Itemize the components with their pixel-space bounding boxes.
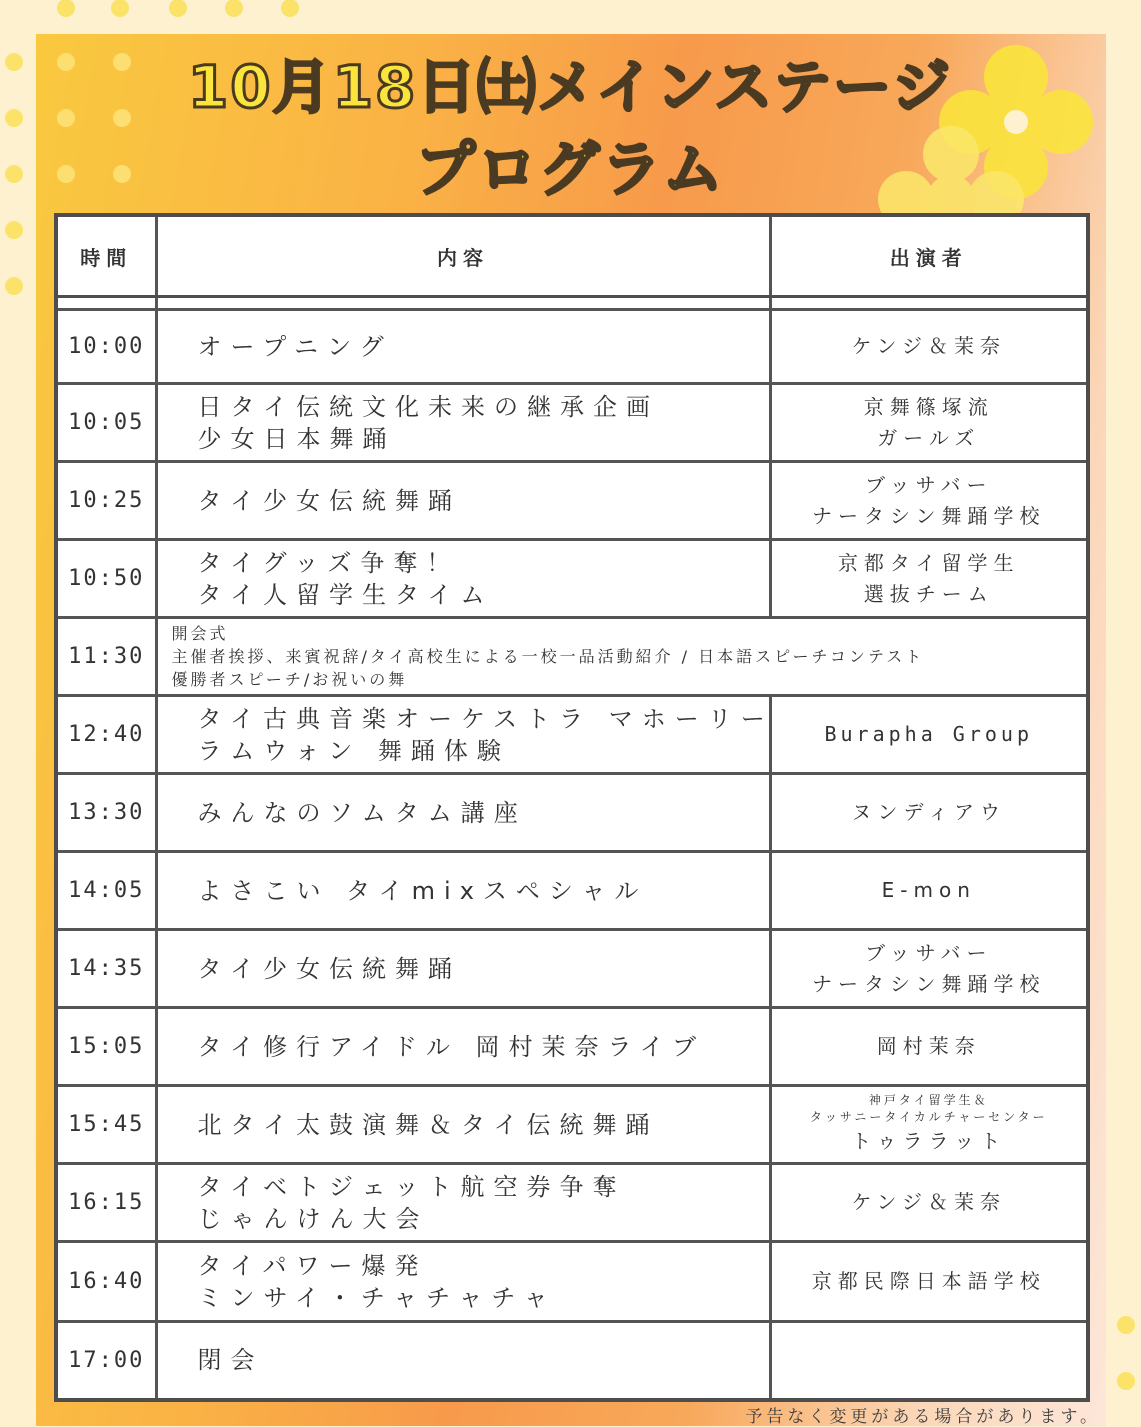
performer-line: ヌンディアウ	[851, 800, 1006, 824]
header-time: 時間	[56, 215, 156, 297]
content-line: タイ少女伝統舞踊	[197, 486, 462, 515]
content-line: 開会式	[171, 624, 229, 643]
content-cell	[156, 1322, 770, 1400]
content-line: タイグッズ争奪！	[197, 548, 460, 577]
table-header-row	[56, 215, 1088, 297]
performer-line: ナータシン舞踊学校	[812, 503, 1046, 528]
performer-cell	[770, 930, 1088, 1008]
time-cell: 14:35	[56, 930, 156, 1008]
content-line: じゃんけん大会	[197, 1204, 429, 1233]
performer-cell	[770, 1322, 1088, 1400]
performer-line: ケンジ＆茉奈	[851, 334, 1006, 358]
change-notice: 予告なく変更がある場合があります。	[745, 1407, 1101, 1427]
performer-cell	[770, 1086, 1088, 1164]
content-line: タイベトジェット航空券争奪	[197, 1172, 626, 1201]
content-line: タイ古典音楽オーケストラ マホーリー	[197, 704, 774, 733]
table-row	[56, 1322, 1088, 1400]
table-row	[56, 696, 1088, 774]
header-performer: 出演者	[770, 215, 1088, 297]
time-cell: 15:45	[56, 1086, 156, 1164]
content-cell	[156, 1086, 770, 1164]
performer-line: ガールズ	[877, 425, 981, 450]
table-row	[56, 540, 1088, 618]
table-row	[56, 310, 1088, 384]
content-line: 優勝者スピーチ/お祝いの舞	[171, 670, 408, 689]
content-line: 閉会	[197, 1346, 264, 1375]
page-title: 10月18日㈯メインステージ	[187, 53, 953, 121]
program-table	[54, 213, 1090, 1402]
performer-line: ブッサバー	[865, 472, 993, 497]
time-cell: 16:40	[56, 1242, 156, 1322]
table-row	[56, 774, 1088, 852]
performer-line: ケンジ＆茉奈	[851, 1190, 1006, 1214]
performer-cell	[770, 1242, 1088, 1322]
content-line: タイパワー爆発	[197, 1251, 428, 1280]
content-cell	[156, 1242, 770, 1322]
content-line: オープニング	[197, 332, 393, 361]
table-row	[56, 1242, 1088, 1322]
time-cell: 16:15	[56, 1164, 156, 1242]
content-line: みんなのソムタム講座	[197, 798, 527, 827]
performer-line: Burapha Group	[824, 722, 1034, 746]
performer-line: トゥララット	[851, 1129, 1007, 1153]
time-cell: 10:05	[56, 384, 156, 462]
performer-line: 岡村茉奈	[876, 1034, 981, 1058]
content-line: タイ修行アイドル 岡村茉奈ライブ	[197, 1032, 706, 1061]
content-line: 主催者挨拶、来賓祝辞/タイ高校生による一校一品活動紹介 / 日本語スピーチコンテスト	[171, 647, 925, 666]
performer-line: E-mon	[881, 878, 976, 902]
time-cell: 10:50	[56, 540, 156, 618]
content-cell	[156, 930, 770, 1008]
performer-cell	[770, 1008, 1088, 1086]
performer-line: ナータシン舞踊学校	[812, 971, 1046, 996]
content-cell	[156, 540, 770, 618]
content-cell	[156, 462, 770, 540]
content-line: よさこい タイmixスペシャル	[197, 876, 648, 905]
time-cell: 11:30	[56, 618, 156, 696]
content-line: 少女日本舞踊	[197, 424, 396, 453]
time-cell: 12:40	[56, 696, 156, 774]
table-row	[56, 1086, 1088, 1164]
content-line: 北タイ太鼓演舞＆タイ伝統舞踊	[197, 1110, 659, 1139]
time-cell: 10:25	[56, 462, 156, 540]
time-cell: 17:00	[56, 1322, 156, 1400]
performer-cell	[770, 1164, 1088, 1242]
content-cell	[156, 852, 770, 930]
table-row	[56, 384, 1088, 462]
table-row	[56, 462, 1088, 540]
performer-line: 選抜チーム	[863, 581, 994, 606]
table-row	[56, 852, 1088, 930]
time-cell: 14:05	[56, 852, 156, 930]
performer-small-line: タッサニータイカルチャーセンター	[809, 1110, 1048, 1124]
performer-cell	[770, 696, 1088, 774]
table-row	[56, 930, 1088, 1008]
time-cell: 10:00	[56, 310, 156, 384]
opening-ceremony-cell	[156, 618, 1088, 696]
performer-small-line: 神戸タイ留学生＆	[868, 1093, 989, 1107]
performer-line: 京都タイ留学生	[837, 550, 1020, 575]
performer-cell	[770, 774, 1088, 852]
performer-cell	[770, 310, 1088, 384]
performer-cell	[770, 540, 1088, 618]
content-cell	[156, 384, 770, 462]
content-cell	[156, 1164, 770, 1242]
content-cell	[156, 774, 770, 852]
table-row	[56, 1008, 1088, 1086]
content-cell	[156, 310, 770, 384]
table-row	[56, 618, 1088, 696]
time-cell: 13:30	[56, 774, 156, 852]
performer-line: ブッサバー	[865, 940, 993, 965]
content-line: ミンサイ・チャチャチャ	[197, 1283, 557, 1312]
performer-line: 京舞篠塚流	[863, 394, 994, 419]
header-content: 内容	[156, 215, 770, 297]
content-line: タイ少女伝統舞踊	[197, 954, 462, 983]
table-row	[56, 1164, 1088, 1242]
content-line: ラムウォン 舞踊体験	[197, 736, 510, 765]
time-cell: 15:05	[56, 1008, 156, 1086]
performer-cell	[770, 462, 1088, 540]
content-cell	[156, 1008, 770, 1086]
page-subtitle: プログラム	[415, 135, 725, 205]
content-cell	[156, 696, 774, 774]
performer-line: 京都民際日本語学校	[811, 1269, 1046, 1293]
content-line: 日タイ伝統文化未来の継承企画	[197, 392, 660, 421]
performer-cell	[770, 852, 1088, 930]
content-line: タイ人留学生タイム	[197, 580, 494, 609]
performer-cell	[770, 384, 1088, 462]
header-divider	[56, 297, 1088, 310]
